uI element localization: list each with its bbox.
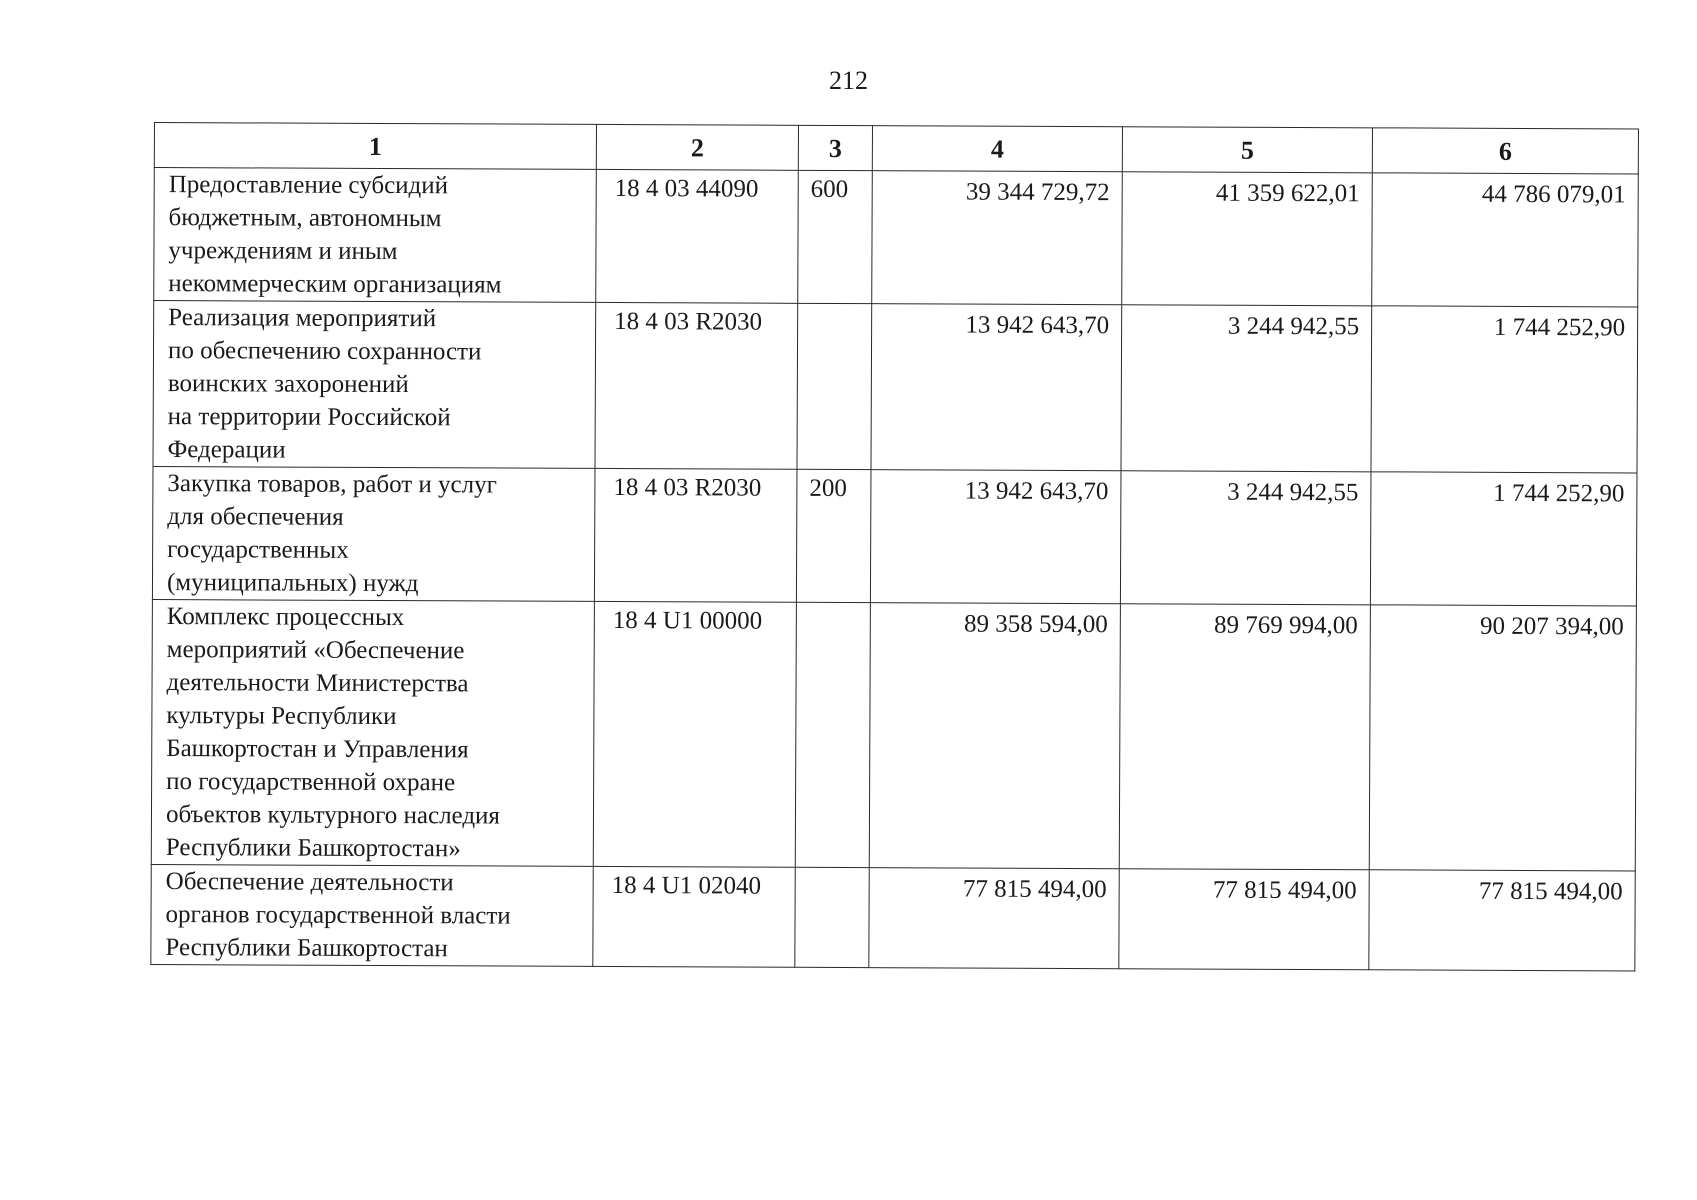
row-value-4-cell: 13 942 643,70 [870, 470, 1121, 604]
row-type-cell: 200 [796, 469, 871, 602]
row-value-4-cell: 77 815 494,00 [869, 868, 1119, 969]
row-code-cell: 18 4 03 R2030 [595, 302, 798, 469]
table-row [151, 599, 1636, 870]
row-value-4-cell: 39 344 729,72 [872, 171, 1123, 305]
row-name-cell: Предоставление субсидий бюджетным, автономным учреждениям и иным некоммерческим организациям [154, 168, 597, 303]
row-type-cell: 600 [798, 170, 873, 303]
row-value-6-cell: 90 207 394,00 [1369, 605, 1636, 871]
row-name-cell: Обеспечение деятельности органов государственной власти Республики Башкортостан [151, 864, 593, 966]
column-header-4: 4 [872, 126, 1122, 172]
row-value-6-cell: 44 786 079,01 [1372, 173, 1639, 307]
row-type-cell [795, 867, 869, 967]
table-row [153, 301, 1638, 473]
row-value-6-cell: 1 744 252,90 [1371, 306, 1638, 473]
row-code-cell: 18 4 03 44090 [596, 169, 799, 303]
table-header-row [154, 123, 1638, 174]
row-value-5-cell: 3 244 942,55 [1120, 471, 1371, 605]
row-value-6-cell: 77 815 494,00 [1369, 870, 1635, 971]
row-value-5-cell: 3 244 942,55 [1121, 305, 1372, 472]
row-code-cell: 18 4 U1 00000 [593, 601, 796, 867]
table-row [151, 864, 1635, 970]
budget-table [150, 122, 1639, 971]
row-name-cell: Комплекс процессных мероприятий «Обеспечение деятельности Министерства культуры Республики Башкортостан и Управления по государственной охране объектов культурного наследия Республики Башкортостан» [151, 599, 594, 866]
column-header-3: 3 [798, 125, 872, 170]
column-header-2: 2 [596, 124, 798, 170]
row-name-cell: Закупка товаров, работ и услуг для обеспечения государственных (муниципальных) нужд [152, 466, 595, 601]
column-header-5: 5 [1122, 127, 1372, 173]
column-header-6: 6 [1372, 128, 1638, 174]
row-value-5-cell: 41 359 622,01 [1122, 172, 1373, 306]
row-code-cell: 18 4 03 R2030 [594, 468, 797, 602]
row-name-cell: Реализация мероприятий по обеспечению сохранности воинских захоронений на территории Российской Федерации [153, 301, 596, 469]
table-row [152, 466, 1637, 605]
row-value-6-cell: 1 744 252,90 [1370, 472, 1637, 606]
row-value-5-cell: 89 769 994,00 [1119, 604, 1370, 870]
row-type-cell [797, 303, 872, 469]
row-value-4-cell: 13 942 643,70 [871, 304, 1122, 471]
table-row [154, 168, 1639, 307]
row-value-5-cell: 77 815 494,00 [1119, 869, 1369, 970]
row-code-cell: 18 4 U1 02040 [593, 866, 795, 967]
column-header-1: 1 [154, 123, 596, 170]
page-number: 212 [829, 66, 868, 95]
row-type-cell [795, 602, 870, 867]
row-value-4-cell: 89 358 594,00 [869, 603, 1120, 869]
